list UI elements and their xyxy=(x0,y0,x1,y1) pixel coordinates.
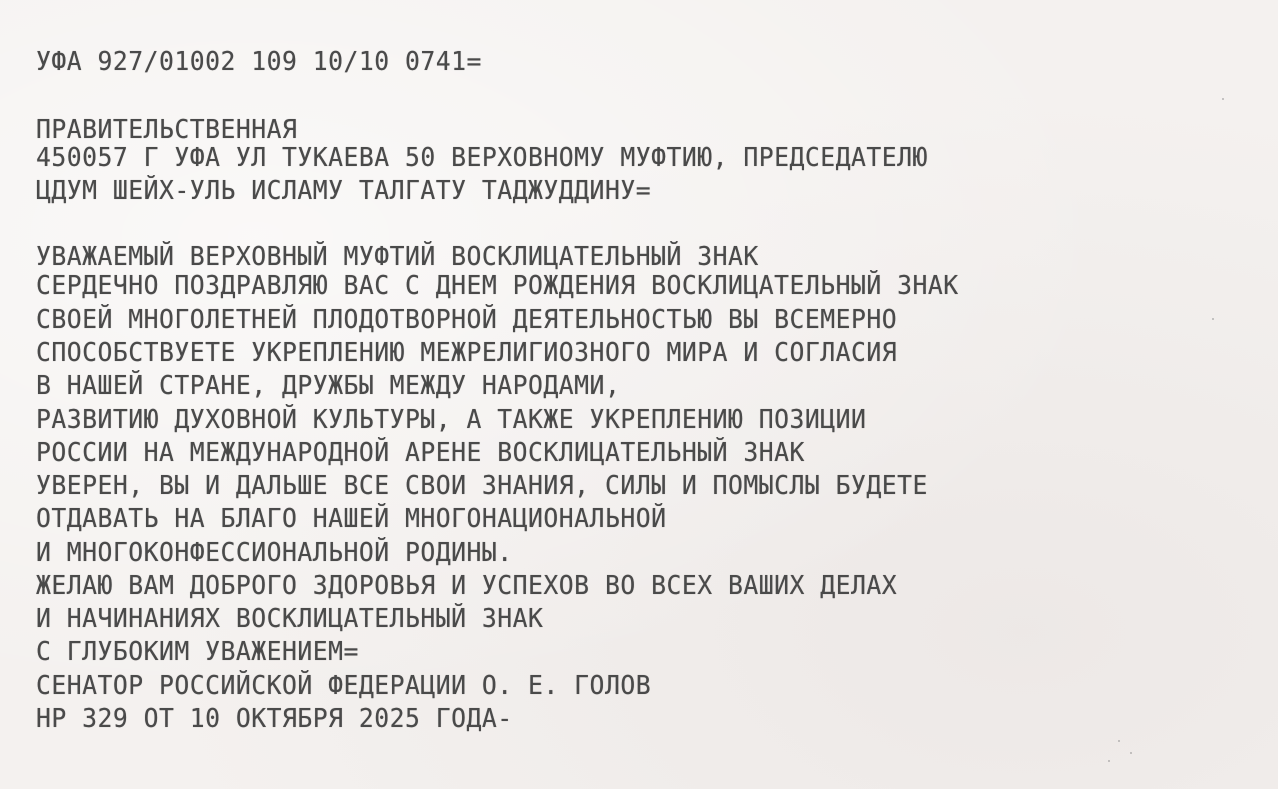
telegram-category: ПРАВИТЕЛЬСТВЕННАЯ xyxy=(36,115,298,145)
body-line: ЖЕЛАЮ ВАМ ДОБРОГО ЗДОРОВЬЯ И УСПЕХОВ ВО ВСЕХ ВАШИХ ДЕЛАХ xyxy=(36,571,898,601)
paper-speck xyxy=(1212,318,1214,320)
address-line-1: 450057 Г УФА УЛ ТУКАЕВА 50 ВЕРХОВНОМУ МУФТИЮ, ПРЕДСЕДАТЕЛЮ xyxy=(36,143,928,173)
body-line: СВОЕЙ МНОГОЛЕТНЕЙ ПЛОДОТВОРНОЙ ДЕЯТЕЛЬНОСТЬЮ ВЫ ВСЕМЕРНО xyxy=(36,305,898,335)
closing-line: С ГЛУБОКИМ УВАЖЕНИЕМ= xyxy=(36,637,359,667)
body-line: И НАЧИНАНИЯХ ВОСКЛИЦАТЕЛЬНЫЙ ЗНАК xyxy=(36,604,544,634)
body-line: УВАЖАЕМЫЙ ВЕРХОВНЫЙ МУФТИЙ ВОСКЛИЦАТЕЛЬНЫЙ ЗНАК xyxy=(36,242,759,272)
body-line: РАЗВИТИЮ ДУХОВНОЙ КУЛЬТУРЫ, А ТАКЖЕ УКРЕПЛЕНИЮ ПОЗИЦИИ xyxy=(36,405,867,435)
paper-speck xyxy=(1130,752,1132,754)
body-line: РОССИИ НА МЕЖДУНАРОДНОЙ АРЕНЕ ВОСКЛИЦАТЕЛЬНЫЙ ЗНАК xyxy=(36,438,805,468)
body-line: СЕРДЕЧНО ПОЗДРАВЛЯЮ ВАС С ДНЕМ РОЖДЕНИЯ ВОСКЛИЦАТЕЛЬНЫЙ ЗНАК xyxy=(36,271,959,301)
body-line: В НАШЕЙ СТРАНЕ, ДРУЖБЫ МЕЖДУ НАРОДАМИ, xyxy=(36,371,621,401)
body-line: СПОСОБСТВУЕТЕ УКРЕПЛЕНИЮ МЕЖРЕЛИГИОЗНОГО МИРА И СОГЛАСИЯ xyxy=(36,338,898,368)
paper-speck xyxy=(1118,740,1120,742)
body-line: УВЕРЕН, ВЫ И ДАЛЬШЕ ВСЕ СВОИ ЗНАНИЯ, СИЛЫ И ПОМЫСЛЫ БУДЕТЕ xyxy=(36,471,928,501)
reference-line: НР 329 ОТ 10 ОКТЯБРЯ 2025 ГОДА- xyxy=(36,704,513,734)
paper-speck xyxy=(1108,760,1110,762)
body-line: И МНОГОКОНФЕССИОНАЛЬНОЙ РОДИНЫ. xyxy=(36,538,513,568)
routing-header: УФА 927/01002 109 10/10 0741= xyxy=(36,47,482,77)
body-line: ОТДАВАТЬ НА БЛАГО НАШЕЙ МНОГОНАЦИОНАЛЬНОЙ xyxy=(36,504,667,534)
paper-speck xyxy=(1222,98,1224,100)
address-line-2: ЦДУМ ШЕЙХ-УЛЬ ИСЛАМУ ТАЛГАТУ ТАДЖУДДИНУ= xyxy=(36,176,652,206)
sender-line: СЕНАТОР РОССИЙСКОЙ ФЕДЕРАЦИИ О. Е. ГОЛОВ xyxy=(36,671,652,701)
